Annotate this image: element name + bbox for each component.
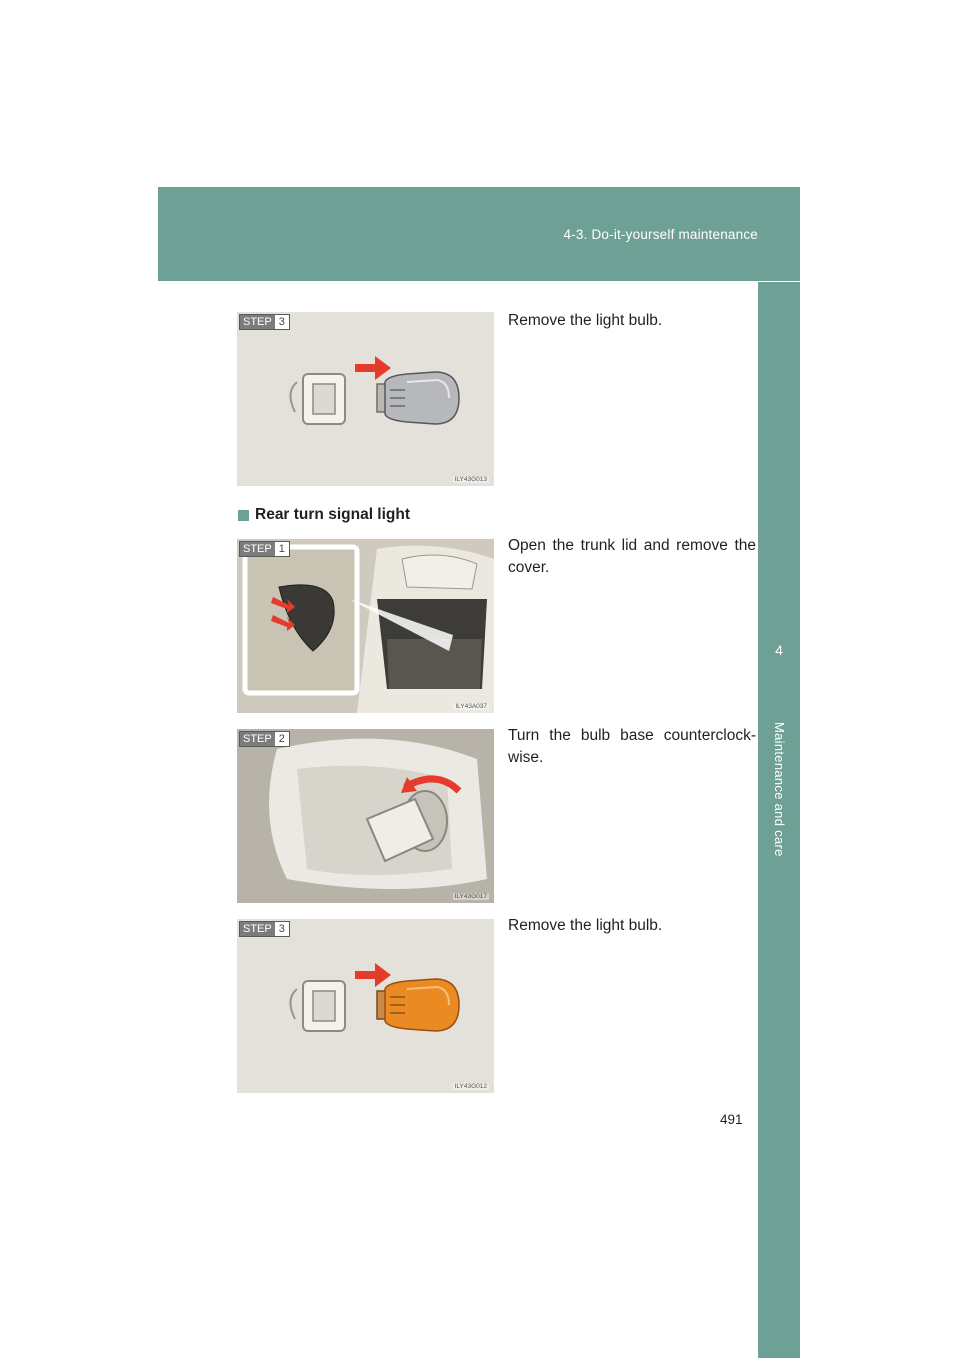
amber-bulb-illustration	[237, 919, 494, 1093]
step-text: Turn the bulb base counterclock-wise.	[508, 727, 756, 766]
bulb-base-illustration	[237, 729, 494, 903]
step-badge: STEP 3	[239, 921, 290, 937]
step-badge: STEP 2	[239, 731, 290, 747]
square-bullet-icon	[238, 510, 249, 521]
subheading-text: Rear turn signal light	[255, 506, 411, 523]
bulb-illustration	[237, 312, 494, 486]
figure-bulb-base-rotation: STEP 2 ILY43G017	[237, 729, 494, 903]
chapter-side-tab[interactable]	[758, 282, 800, 1358]
chapter-name: Maintenance and care	[772, 722, 787, 857]
chapter-number: 4	[775, 642, 783, 658]
step-badge: STEP 1	[239, 541, 290, 557]
step-text: Remove the light bulb.	[508, 917, 663, 934]
figure-remove-clear-bulb: STEP 3 ILY43G013	[237, 312, 494, 486]
figure-trunk-cover: STEP 1 ILY43A037	[237, 539, 494, 713]
step-badge: STEP 3	[239, 314, 290, 330]
step-text: Open the trunk lid and remove the cover.	[508, 537, 756, 576]
header-band	[158, 187, 800, 281]
trunk-illustration	[237, 539, 494, 713]
page-number: 491	[720, 1112, 743, 1127]
step-text: Remove the light bulb.	[508, 312, 663, 329]
figure-remove-amber-bulb: STEP 3 ILY43G012	[237, 919, 494, 1093]
subheading	[238, 506, 410, 524]
section-title: 4-3. Do-it-yourself maintenance	[563, 227, 758, 242]
